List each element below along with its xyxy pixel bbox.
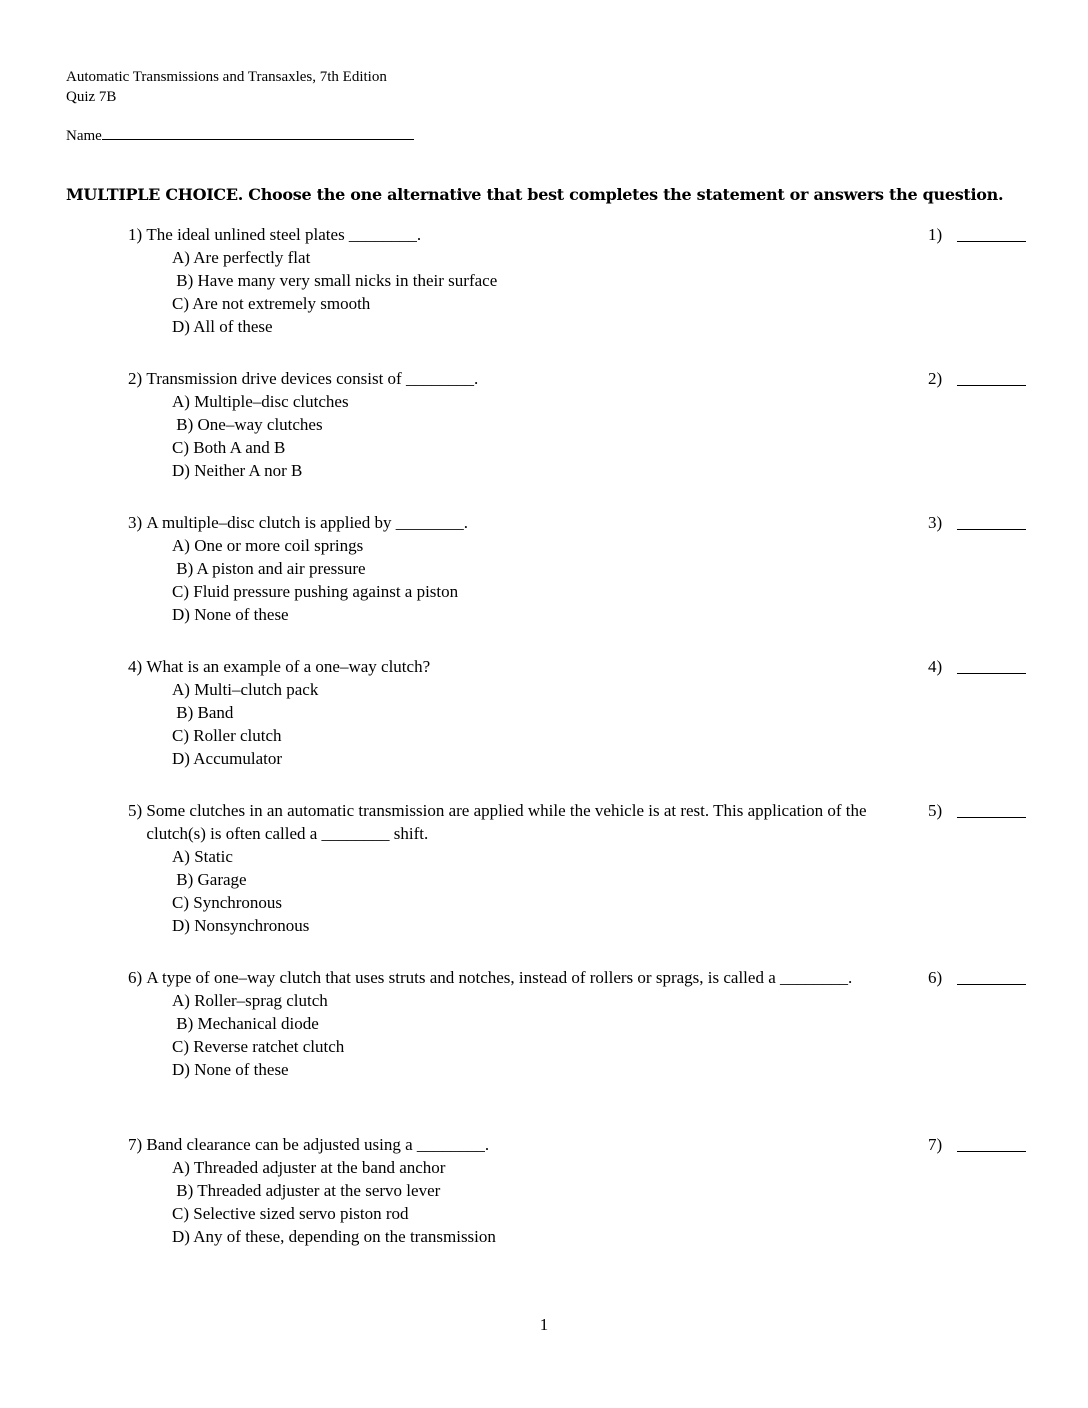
answer-option[interactable]: C) Selective sized servo piston rod (172, 1204, 409, 1223)
question-5 (128, 799, 1028, 937)
answer-option[interactable]: D) All of these (172, 317, 273, 336)
answer-option[interactable]: A) Multiple–disc clutches (172, 392, 349, 411)
answer-blank-line[interactable] (957, 817, 1026, 818)
question-stem (128, 1133, 1028, 1156)
name-blank-line (102, 125, 414, 140)
answer-option[interactable]: D) None of these (172, 1060, 289, 1079)
answer-option[interactable]: C) Fluid pressure pushing against a piston (172, 582, 459, 601)
answer-option[interactable]: C) Are not extremely smooth (172, 294, 371, 313)
name-label: Name (66, 128, 102, 144)
answer-number: 4) (928, 657, 943, 676)
question-stem (128, 966, 1028, 989)
question-text: The ideal unlined steel plates ________. (146, 225, 422, 244)
question-1 (128, 223, 1028, 338)
answer-number: 6) (928, 968, 943, 987)
question-number: 3) (128, 513, 143, 532)
question-2 (128, 367, 1028, 482)
instructions: MULTIPLE CHOICE. Choose the one alternative that best completes the statement or answers the question. (66, 185, 1004, 204)
answer-blank-line[interactable] (957, 529, 1026, 530)
answer-option[interactable]: D) Any of these, depending on the transmission (172, 1227, 496, 1246)
answer-option[interactable]: C) Both A and B (172, 438, 286, 457)
question-stem (128, 223, 1028, 246)
answer-option[interactable]: A) Static (172, 847, 233, 866)
answer-option[interactable]: A) Multi–clutch pack (172, 680, 319, 699)
answer-number: 2) (928, 369, 943, 388)
question-text: Band clearance can be adjusted using a ________. (146, 1135, 490, 1154)
question-7 (128, 1133, 1028, 1248)
answer-option[interactable]: A) One or more coil springs (172, 536, 364, 555)
answer-number: 3) (928, 513, 943, 532)
question-3 (128, 511, 1028, 626)
question-text: A multiple–disc clutch is applied by ________. (146, 513, 468, 532)
answer-option[interactable]: D) Nonsynchronous (172, 916, 310, 935)
name-field (66, 125, 414, 146)
answer-option[interactable]: C) Reverse ratchet clutch (172, 1037, 345, 1056)
question-number: 2) (128, 369, 143, 388)
answer-number: 1) (928, 225, 943, 244)
answer-option[interactable]: C) Roller clutch (172, 726, 282, 745)
answer-blank-line[interactable] (957, 385, 1026, 386)
question-text: A type of one–way clutch that uses struts and notches, instead of rollers or sprags, is called a ________. (146, 968, 853, 987)
answer-option[interactable]: B) Garage (172, 870, 247, 889)
answer-option[interactable]: D) Neither A nor B (172, 461, 303, 480)
question-number: 1) (128, 225, 143, 244)
question-number: 4) (128, 657, 143, 676)
question-stem (128, 511, 1028, 534)
answer-option[interactable]: C) Synchronous (172, 893, 283, 912)
question-stem (128, 799, 1028, 845)
question-text: What is an example of a one–way clutch? (146, 657, 431, 676)
answer-blank-line[interactable] (957, 673, 1026, 674)
question-4 (128, 655, 1028, 770)
answer-option[interactable]: A) Are perfectly flat (172, 248, 311, 267)
answer-blank-line[interactable] (957, 984, 1026, 985)
question-6 (128, 966, 1028, 1081)
question-number: 5) (128, 801, 143, 820)
answer-option[interactable]: D) None of these (172, 605, 289, 624)
quiz-label: Quiz 7B (66, 89, 117, 105)
answer-option[interactable]: B) Have many very small nicks in their surface (172, 271, 498, 290)
answer-option[interactable]: A) Roller–sprag clutch (172, 991, 328, 1010)
answer-option[interactable]: B) A piston and air pressure (172, 559, 366, 578)
answer-blank-line[interactable] (957, 241, 1026, 242)
answer-blank-line[interactable] (957, 1151, 1026, 1152)
answer-option[interactable]: B) Mechanical diode (172, 1014, 319, 1033)
answer-option[interactable]: D) Accumulator (172, 749, 282, 768)
document-title: Automatic Transmissions and Transaxles, 7th Edition (66, 69, 387, 85)
question-text: Transmission drive devices consist of ________. (146, 369, 479, 388)
answer-option[interactable]: B) One–way clutches (172, 415, 323, 434)
answer-number: 7) (928, 1135, 943, 1154)
answer-number: 5) (928, 801, 943, 820)
question-number: 7) (128, 1135, 143, 1154)
page-number: 1 (539, 1315, 549, 1334)
answer-option[interactable]: B) Band (172, 703, 234, 722)
question-text: Some clutches in an automatic transmission are applied while the vehicle is at rest. This application of the clutch(s) is often called a ________ shift. (146, 801, 867, 843)
answer-option[interactable]: B) Threaded adjuster at the servo lever (172, 1181, 441, 1200)
question-number: 6) (128, 968, 143, 987)
question-stem (128, 367, 1028, 390)
question-stem (128, 655, 1028, 678)
answer-option[interactable]: A) Threaded adjuster at the band anchor (172, 1158, 446, 1177)
